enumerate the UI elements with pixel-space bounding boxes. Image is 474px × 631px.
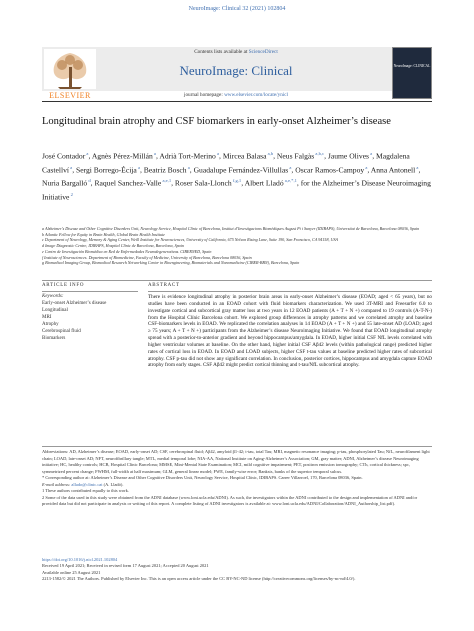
article-info-rule xyxy=(42,291,138,292)
author-name[interactable]: Nuria Bargalló xyxy=(42,178,88,188)
footnote-2: 2 Some of the data used in this study were obtained from the ADNI database (www.loni.ucla.edu/ADNI). As such, the investigators within the ADNI contributed to the design and implementation of ADNI and/or provided data but did not participate in analysis or writing of this report. A complete listing of ADNI investigators is available at: www.loni.ucla.edu/ADNI/Collaboration/ADNI_Authorship_list.pdf). xyxy=(42,494,418,506)
abstract-heading: ABSTRACT xyxy=(148,283,180,288)
homepage-link[interactable]: www.elsevier.com/locate/ynicl xyxy=(224,92,288,98)
contents-prefix: Contents lists available at xyxy=(194,49,249,55)
author-name[interactable]: Anna Antonell xyxy=(370,165,416,175)
consortium-name: , for the Alzheimer’s Disease Neuroimaging Initiative xyxy=(42,178,431,202)
author-affiliation-marker[interactable]: a,e,1 xyxy=(161,178,172,184)
author-affiliation-marker[interactable]: a,b,c xyxy=(314,151,325,156)
author-name[interactable]: Oscar Ramos-Campoy xyxy=(295,165,365,175)
keyword: Biomarkers xyxy=(42,336,66,341)
author-affiliation-marker[interactable]: a xyxy=(364,164,368,170)
publication-info xyxy=(42,557,432,583)
author-affiliation-marker[interactable]: d xyxy=(87,178,91,184)
consortium-note-marker[interactable]: 2 xyxy=(69,191,73,197)
section-rule xyxy=(42,280,432,281)
author-name[interactable]: Jaume Olives xyxy=(327,151,370,161)
keyword: MRI xyxy=(42,315,52,320)
footnote-rule xyxy=(42,446,432,447)
abbreviations: Abbreviations: AD, Alzheimer’s disease; EOAD, early-onset AD; CSF, cerebrospinal fluid; Aβ42, amyloid β1-42; t-tau, total Tau; MRI, magnetic resonance imaging; p-tau, phosphorylated Tau; NfL, neurofilament light chain; LOAD, late-onset AD; NFT, neurofibrillary tangle; MTL, medial temporal lobe; NIA-AA, National Institute on Aging-Alzheimer’s Association; GM, gray matter; ADNI, Alzheimer’s disease Neuroimaging initiative; HC, healthy controls; HCB, Hospital Clínic Barcelona; MMSE, Mini-Mental State Examination; MCI, mild cognitive impairment; PET, positron emission tomography; CTh, cortical thickness; spc, symmetrized percent change; FWHM, full-width at half maximum; GLM, general linear model; FWE, family-wise error; Banksts, banks of the superior temporal sulcus. xyxy=(42,449,430,474)
author-affiliation-marker[interactable]: a xyxy=(369,151,373,156)
author-affiliation-marker[interactable]: a xyxy=(215,151,220,156)
publisher-name: ELSEVIER xyxy=(49,91,91,100)
author-name[interactable]: Sergi Borrego-Écija xyxy=(75,165,137,175)
homepage-line xyxy=(42,92,430,98)
email-link[interactable]: allado@clinic.cat xyxy=(71,481,103,487)
cover-title: NeuroImage: CLINICAL xyxy=(393,64,431,68)
author-name[interactable]: Beatriz Bosch xyxy=(143,165,187,175)
author-affiliation-marker[interactable]: a xyxy=(288,164,292,170)
author-name[interactable]: Albert Lladó xyxy=(244,178,284,188)
keyword: Cerebrospinal fluid xyxy=(42,329,81,334)
author-affiliation-marker[interactable]: a,b xyxy=(266,151,274,156)
license-statement: 2213-1582/© 2021 The Authors. Published by Elsevier Inc. This is an open access article under the CC BY-NC-ND license (http://creativecommons.org/licenses/by-nc-nd/4.0/). xyxy=(42,576,356,582)
author-name[interactable]: Roser Sala-Llonch xyxy=(174,178,232,188)
author-name[interactable]: Raquel Sanchez-Valle xyxy=(94,178,162,188)
homepage-prefix: journal homepage: xyxy=(184,92,225,98)
author-name[interactable]: Agnès Pérez-Millán xyxy=(91,151,153,161)
affiliation-line: b Atlantic Fellow for Equity in Brain Health, Global Brain Health Institute xyxy=(42,231,165,237)
affiliation-line: f Institute of Neurosciences. Department of Biomedicine, Faculty of Medicine, University of Barcelona, Barcelona 08036, Spain xyxy=(42,254,252,260)
footnotes xyxy=(42,449,432,508)
email-tail: (A. Lladó). xyxy=(102,481,124,487)
doi-link[interactable]: https://doi.org/10.1016/j.nicl.2021.102804 xyxy=(42,557,118,562)
author-affiliation-marker[interactable]: a,e,*,1 xyxy=(283,178,297,184)
keywords-label: Keywords: xyxy=(42,294,64,299)
author-affiliation-marker[interactable]: a xyxy=(85,151,89,156)
author-affiliation-marker[interactable]: a xyxy=(136,164,140,170)
journal-name: NeuroImage: Clinical xyxy=(179,63,293,78)
keyword: Atrophy xyxy=(42,322,59,327)
available-online: Available online 25 August 2021 xyxy=(42,569,101,575)
article-title: Longitudinal brain atrophy and CSF biomarkers in early-onset Alzheimer’s disease xyxy=(42,116,391,127)
abstract-text: There is evidence longitudinal atrophy in posterior brain areas in early-onset Alzheimer’s disease (EOAD; aged < 65 years), but no studies have been conducted in an EOAD cohort with fluid biomarkers characterization. We used 3T-MRI and Freesurfer 6.0 to investigate cortical and subcortical gray matter loss at two years in 12 EOAD patients (A + T + N +) compared to 19 controls (A-T-N-) from the Hospital Clínic Barcelona cohort. We explored group differences in atrophy patterns and we correlated atrophy and baseline CSF-biomarkers levels in EOAD. We replicated the correlation analyses in 14 EOAD (A + T + N +) and 55 late-onset AD (LOAD; aged ≥ 75 years; A + T + N +) participants from the Alzheimer’s disease Neuroimaging Initiative. We found that EOAD longitudinal atrophy spread with a posterior-to-anterior gradient and beyond hippocampus/amygdala. In EOAD, higher initial CSF NfL levels correlated with higher ventricular volumes at baseline. On the other hand, higher initial CSF Aβ42 levels (within pathological range) predicted higher rates of cortical loss in EOAD. In EOAD and LOAD subjects, higher CSF t-tau values at baseline predicted higher rates of subcortical atrophy. CSF p-tau did not show any significant correlation. In conclusion, posterior cortices, hippocampus and amygdala capture EOAD atrophy from early stages. CSF Aβ42 might predict cortical thinning and t-tau/NfL subcortical atrophy. xyxy=(148,294,432,369)
sciencedirect-link[interactable]: ScienceDirect xyxy=(248,49,278,55)
author-name[interactable]: Guadalupe Fernández-Villullas xyxy=(193,165,289,175)
author-affiliation-marker[interactable]: a xyxy=(415,164,419,170)
author-name[interactable]: Adrià Tort-Merino xyxy=(159,151,216,161)
corresponding-author: * Corresponding author at: Alzheimer’s Disease and Other Cognitive Disorders Unit, Neurology Service, Hospital Clínic, IDIBAPS. Carrer Villarroel, 170, Barcelona 08036, Spain. xyxy=(42,475,363,480)
affiliation-line: a Alzheimer’s Disease and Other Cognitive Disorders Unit, Neurology Service, Hospital Clínic of Barcelona, Institut d’Investigacions Biomèdiques August Pi i Sunyer (IDIBAPS), Universitat de Barcelona, Barcelona 08036, Spain xyxy=(42,226,420,231)
author-name[interactable]: Neus Falgàs xyxy=(276,151,315,161)
journal-reference[interactable]: NeuroImage: Clinical 32 (2021) 102804 xyxy=(188,6,286,12)
author-name[interactable]: Magdalena Castellví xyxy=(42,151,410,175)
affiliation-line: e Centro de Investigación Biomédica en Red de Enfermedades Neurodegenerativas. CIBERNED, Spain xyxy=(42,248,212,254)
affiliation-line: g Biomedical Imaging Group, Biomedical Research Networking Center in Bioengineering, Biomaterials and Nanomedicine (CIBER-BBN), Barcelona, Spain xyxy=(42,260,300,266)
author-affiliation-marker[interactable]: f,g,1 xyxy=(231,178,242,184)
email-label: E-mail address: xyxy=(42,481,72,487)
author-name[interactable]: Mircea Balasa xyxy=(222,151,267,161)
received-dates: Received 19 April 2021; Received in revised form 17 August 2021; Accepted 20 August 2021 xyxy=(42,563,209,569)
affiliations xyxy=(42,226,432,266)
affiliation-line: d Image Diagnostic Centre, IDIBAPS, Hospital Clínic de Barcelona, Barcelona, Spain xyxy=(42,243,184,249)
author-affiliation-marker[interactable]: a xyxy=(186,164,190,170)
article-info-heading: ARTICLE INFO xyxy=(42,283,85,288)
author-list: José Contador $^a$, Agnès Pérez-Millán $^a$, Adrià Tort-Merino $^a$, Mircea Balasa $^{a,b}$, Neus Falgàs $^{a,b,c}$, Jaume Olives $^a$, Magdalena Castellví $^a$, Sergi Borrego-Écija $^a$, Beatriz Bosch $^a$, Guadalupe Fernández-Villullas $^a$, Oscar Ramos-Campoy $^a$, Anna Antonell $^a$, Nuria Bargalló $^d$, Raquel Sanchez-Valle $^{a,e,1}$, Roser Sala-Llonch $^{f,g,1}$, Albert Lladó $^{a,e,*,1}$, for the Alzheimer’s Disease Neuroimaging Initiative $^2$ xyxy=(42,151,431,202)
keyword: Longitudinal xyxy=(42,308,68,313)
journal-cover-thumbnail xyxy=(392,47,432,99)
header-rule xyxy=(42,101,432,102)
footnote-1: 1 These authors contributed equally to this work. xyxy=(42,488,129,493)
contents-line xyxy=(42,49,430,55)
affiliation-line: c Department of Neurology, Memory & Aging Center, Weill Institute for Neurosciences, University of California, 675 Nelson Rising Lane, Suite 190, San Francisco, CA 94158, USA xyxy=(42,237,339,243)
author-name[interactable]: José Contador xyxy=(42,151,86,161)
keyword: Early-onset Alzheimer’s disease xyxy=(42,301,107,306)
author-affiliation-marker[interactable]: a xyxy=(69,164,73,170)
abstract-rule xyxy=(148,291,432,292)
author-affiliation-marker[interactable]: a xyxy=(152,151,156,156)
